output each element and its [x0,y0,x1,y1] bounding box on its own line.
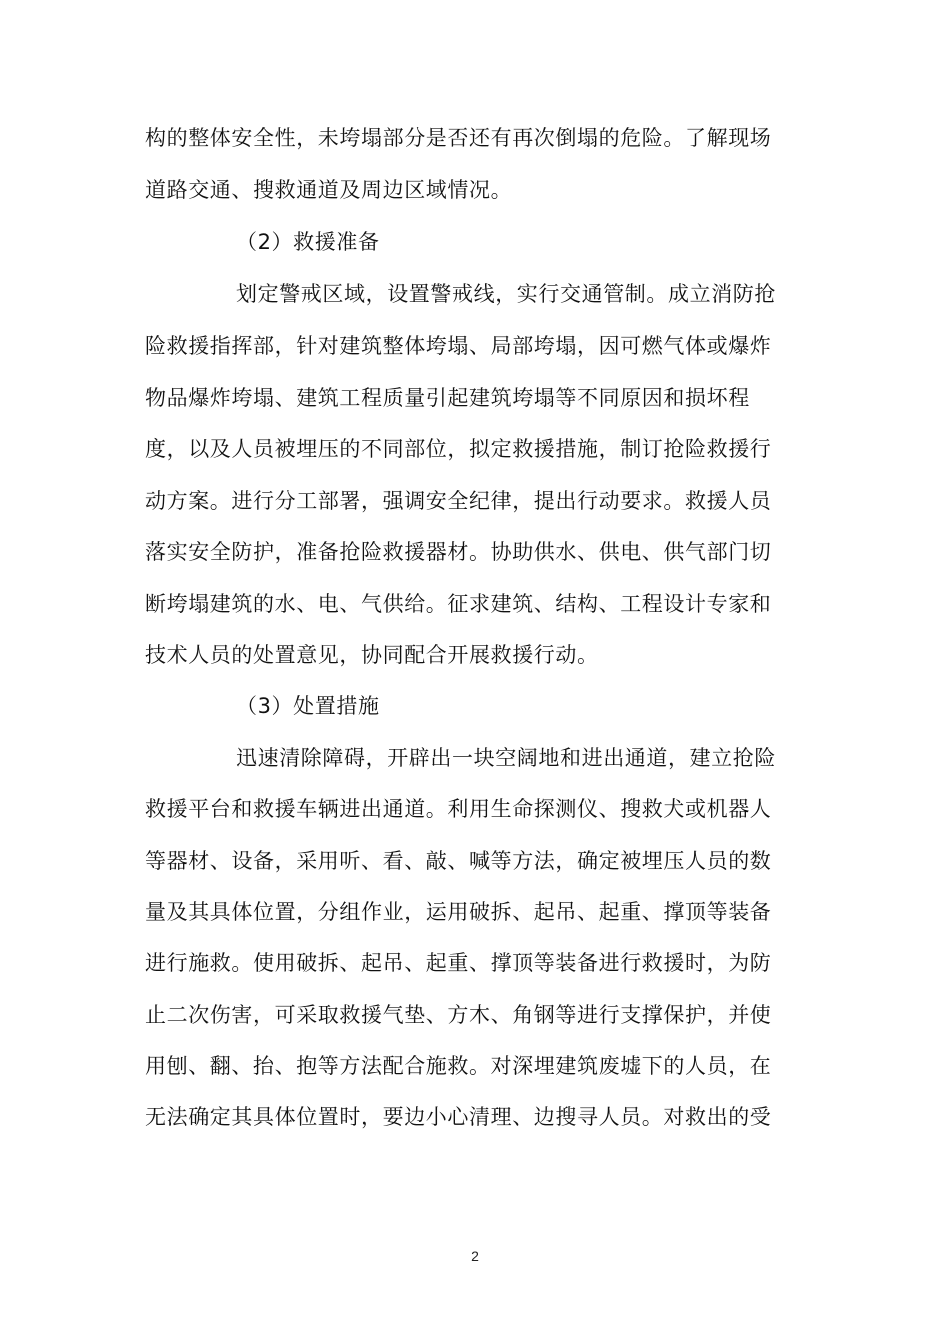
text-line: 无法确定其具体位置时，要边小心清理、边搜寻人员。对救出的受 [145,1105,772,1129]
text-line: 止二次伤害，可采取救援气垫、方木、角钢等进行支撑保护，并使 [145,1003,772,1027]
text-line: 用刨、翻、抬、抱等方法配合施救。对深埋建筑废墟下的人员，在 [145,1054,772,1078]
text-line: 度，以及人员被埋压的不同部位，拟定救援措施，制订抢险救援行 [145,437,772,461]
text-line: 落实安全防护，准备抢险救援器材。协助供水、供电、供气部门切 [145,540,772,564]
text-line: 进行施救。使用破拆、起吊、起重、撑顶等装备进行救援时，为防 [145,951,772,975]
text-line: 迅速清除障碍，开辟出一块空阔地和进出通道，建立抢险 [236,746,776,770]
text-line: 动方案。进行分工部署，强调安全纪律，提出行动要求。救援人员 [145,489,772,513]
section-heading: （2）救援准备 [236,230,380,254]
text-line: 构的整体安全性，未垮塌部分是否还有再次倒塌的危险。了解现场 [145,126,772,150]
text-line: 划定警戒区域，设置警戒线，实行交通管制。成立消防抢 [236,282,776,306]
text-line: 救援平台和救援车辆进出通道。利用生命探测仪、搜救犬或机器人 [145,797,772,821]
page-number: 2 [471,1248,479,1264]
text-line: 险救援指挥部，针对建筑整体垮塌、局部垮塌，因可燃气体或爆炸 [145,334,772,358]
section-heading: （3）处置措施 [236,694,380,718]
text-line: 量及其具体位置，分组作业，运用破拆、起吊、起重、撑顶等装备 [145,900,772,924]
text-line: 等器材、设备，采用听、看、敲、喊等方法，确定被埋压人员的数 [145,849,772,873]
text-line: 断垮塌建筑的水、电、气供给。征求建筑、结构、工程设计专家和 [145,592,772,616]
text-line: 物品爆炸垮塌、建筑工程质量引起建筑垮塌等不同原因和损坏程 [145,386,750,410]
text-line: 技术人员的处置意见，协同配合开展救援行动。 [145,643,599,667]
text-line: 道路交通、搜救通道及周边区域情况。 [145,178,513,202]
